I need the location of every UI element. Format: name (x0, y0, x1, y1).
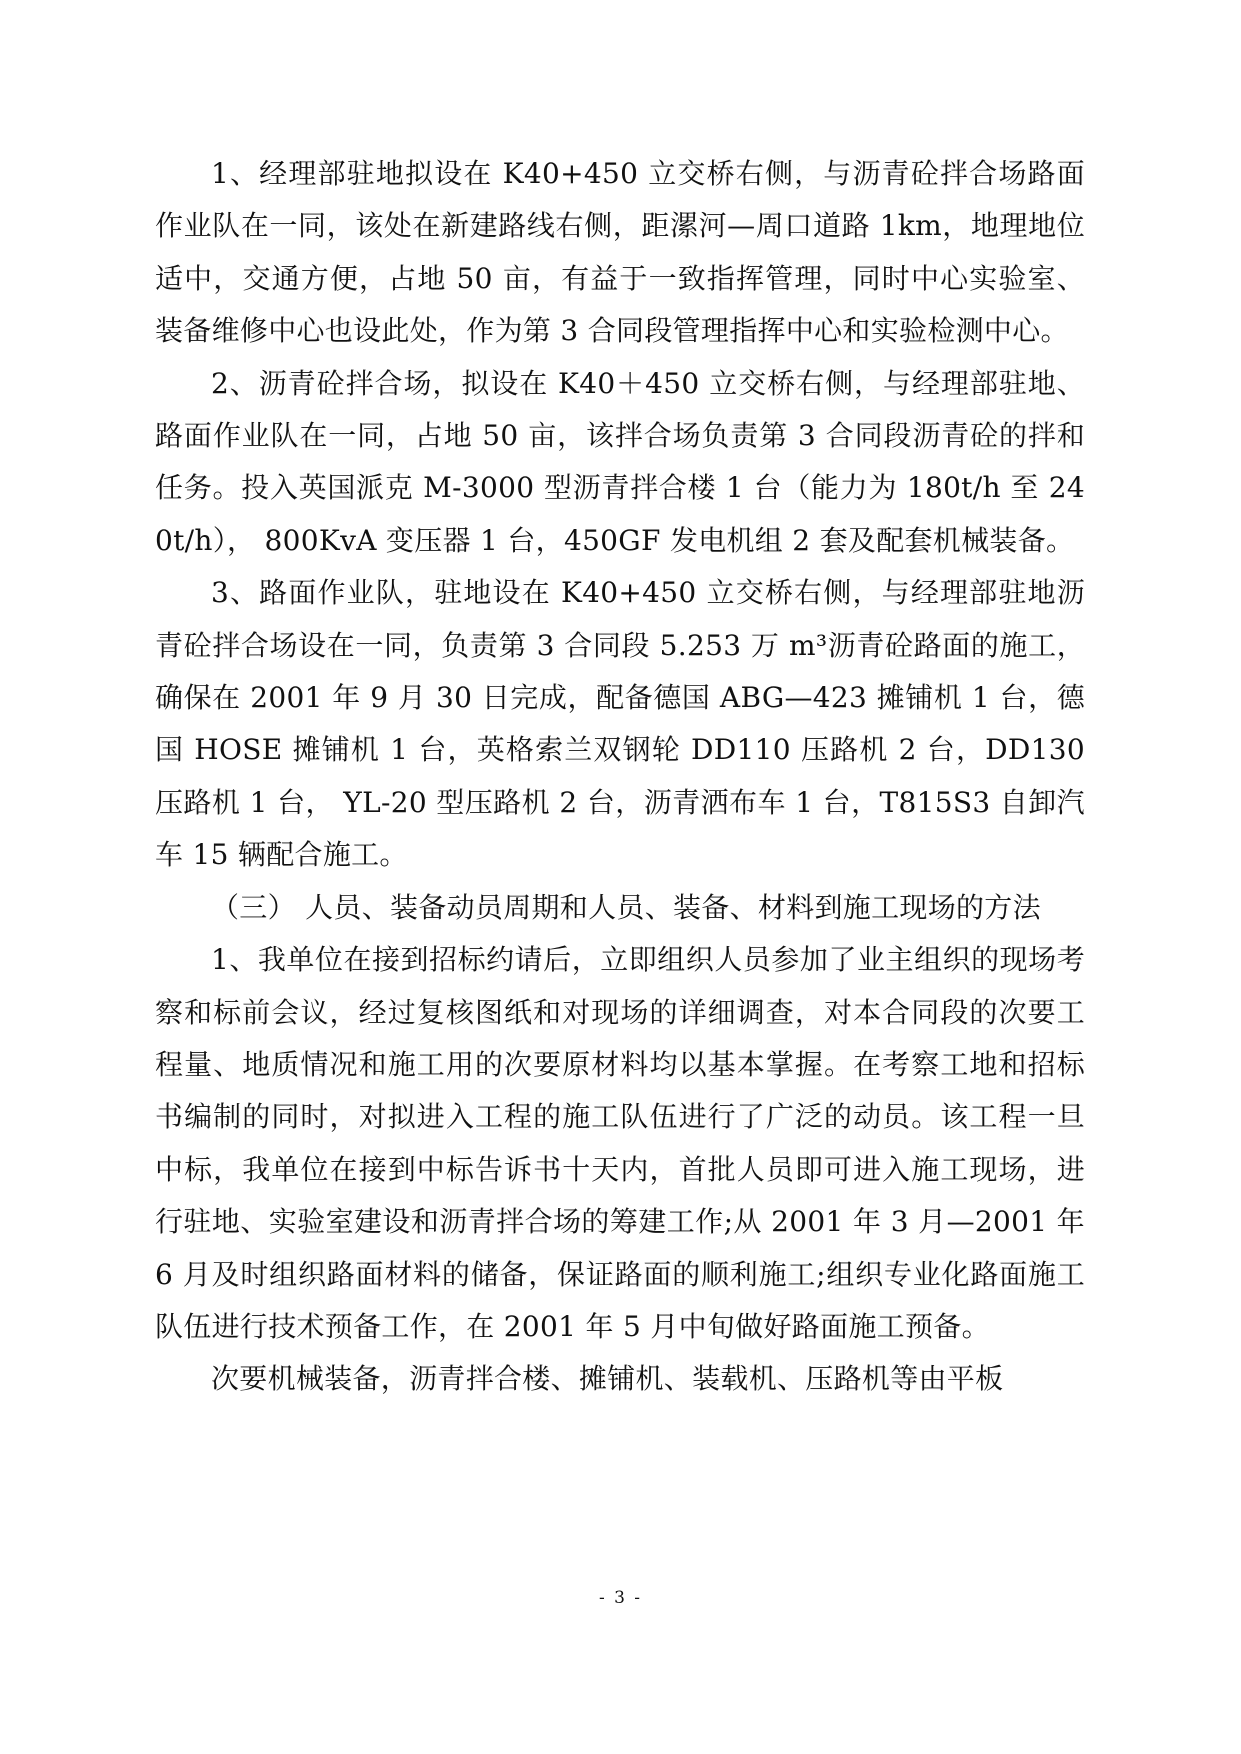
body-text (155, 148, 1085, 1406)
paragraph-asphalt-mixing-plant: 2、沥青砼拌合场，拟设在 K40＋450 立交桥右侧，与经理部驻地、路面作业队在一同，占地 50 亩，该拌合场负责第 3 合同段沥青砼的拌和任务。投入英国派克 M-3000 型沥青拌合楼 1 台（能力为 180t/h 至 240t/h）， 800KvA 变压器 1 台，450GF 发电机组 2 套及配套机械装备。 (155, 366, 1085, 557)
paragraph-manager-camp: 1、经理部驻地拟设在 K40+450 立交桥右侧，与沥青砼拌合场路面作业队在一同，该处在新建路线右侧，距漯河—周口道路 1km，地理地位适中，交通方便，占地 50 亩，有益于一致指挥管理，同时中心实验室、装备维修中心也设此处，作为第 3 合同段管理指挥中心和实验检测中心。 (155, 157, 1085, 348)
paragraph-equipment-transport: 次要机械装备，沥青拌合楼、摊铺机、装载机、压路机等由平板 (211, 1362, 1004, 1396)
paragraph-paving-team: 3、路面作业队，驻地设在 K40+450 立交桥右侧，与经理部驻地沥青砼拌合场设在一同，负责第 3 合同段 5.253 万 m³沥青砼路面的施工，确保在 2001 年 9 月 30 日完成，配备德国 ABG—423 摊铺机 1 台，德国 HOSE 摊铺机 1 台，英格索兰双钢轮 DD110 压路机 2 台，DD130 压路机 1 台， YL-20 型压路机 2 台，沥青洒布车 1 台，T815S3 自卸汽车 15 辆配合施工。 (155, 576, 1085, 872)
section-heading-mobilization: （三） 人员、装备动员周期和人员、装备、材料到施工现场的方法 (211, 890, 1041, 924)
page-number: - 3 - (598, 1588, 643, 1608)
paragraph-mobilization-plan: 1、我单位在接到招标约请后，立即组织人员参加了业主组织的现场考察和标前会议，经过复核图纸和对现场的详细调查，对本合同段的次要工程量、地质情况和施工用的次要原材料均以基本掌握。在考察工地和招标书编制的同时，对拟进入工程的施工队伍进行了广泛的动员。该工程一旦中标，我单位在接到中标告诉书十天内，首批人员即可进入施工现场，进行驻地、实验室建设和沥青拌合场的筹建工作;从 2001 年 3 月—2001 年 6 月及时组织路面材料的储备，保证路面的顺利施工;组织专业化路面施工队伍进行技术预备工作，在 2001 年 5 月中旬做好路面施工预备。 (155, 943, 1085, 1343)
